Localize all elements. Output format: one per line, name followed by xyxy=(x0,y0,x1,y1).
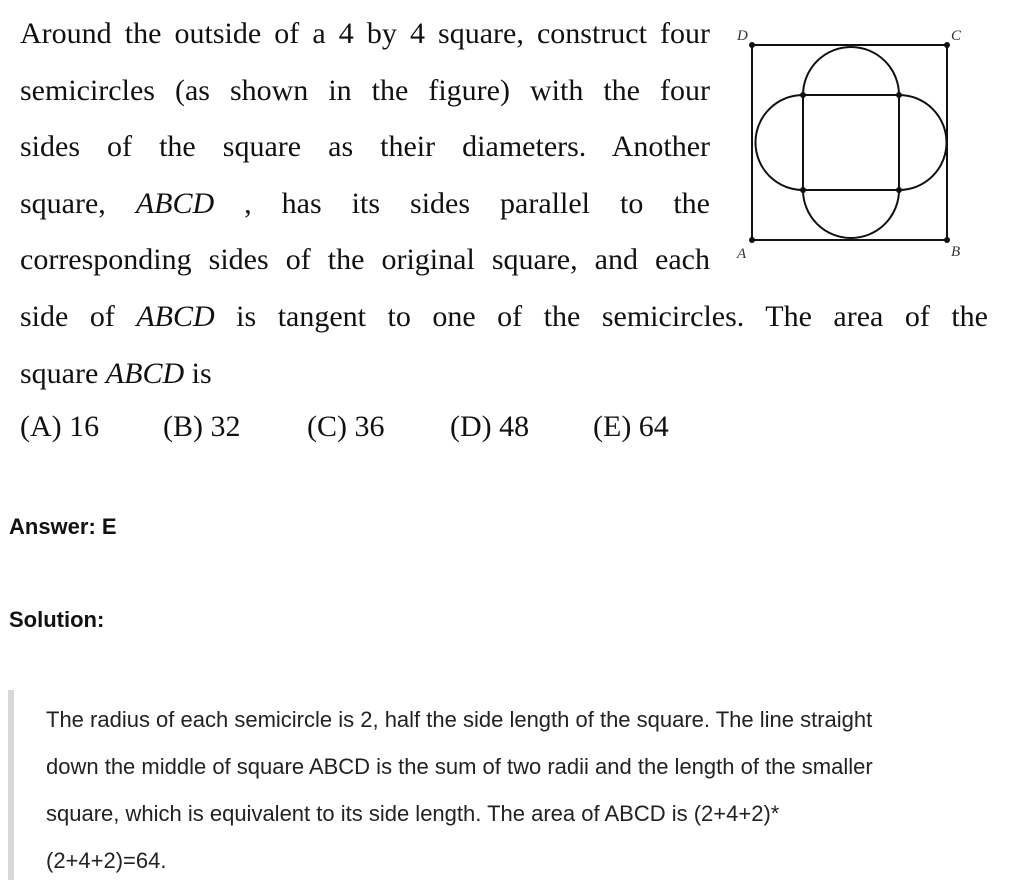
problem-line: square, ABCD , has its sides parallel to the xyxy=(20,186,710,220)
choice-d: (D) 48 xyxy=(450,410,530,443)
top-semicircle xyxy=(803,47,899,95)
label-d: D xyxy=(737,28,748,44)
problem-line: side of ABCD is tangent to one of the semicircles. The area of the xyxy=(20,299,988,333)
choice-a: (A) 16 xyxy=(20,410,100,443)
solution-text xyxy=(46,696,991,884)
inner-vertex-dot xyxy=(896,187,902,193)
math-abcd: ABCD xyxy=(135,186,215,220)
solution-heading: Solution: xyxy=(9,607,105,632)
outer-square-abcd xyxy=(752,45,947,240)
solution-line: (2+4+2)=64. xyxy=(46,848,167,873)
problem-line: corresponding sides of the original square, and each xyxy=(20,243,710,277)
inner-square xyxy=(803,95,899,190)
problem-line: square ABCD is xyxy=(20,356,212,390)
vertex-a-dot xyxy=(749,237,755,243)
choice-c: (C) 36 xyxy=(307,410,385,443)
solution-line: square, which is equivalent to its side length. The area of ABCD is (2+4+2)* xyxy=(46,801,780,826)
vertex-b-dot xyxy=(944,237,950,243)
geometry-figure xyxy=(732,20,972,270)
solution-line: The radius of each semicircle is 2, half the side length of the square. The line straight xyxy=(46,707,873,732)
answer-line: Answer: E xyxy=(9,514,117,539)
problem-line: sides of the square as their diameters. Another xyxy=(20,130,710,164)
inner-vertex-dot xyxy=(896,92,902,98)
left-semicircle xyxy=(756,95,804,190)
bottom-semicircle xyxy=(803,190,899,238)
solution-blockquote xyxy=(8,690,1004,880)
problem-line: semicircles (as shown in the figure) with the four xyxy=(20,73,710,107)
inner-vertex-dot xyxy=(800,187,806,193)
label-b: B xyxy=(951,244,961,260)
right-semicircle xyxy=(899,95,947,190)
solution-line: down the middle of square ABCD is the sum of two radii and the length of the smaller xyxy=(46,754,873,779)
choice-b: (B) 32 xyxy=(163,410,241,443)
vertex-c-dot xyxy=(944,42,950,48)
problem-line: Around the outside of a 4 by 4 square, construct four xyxy=(20,17,710,50)
figure-svg xyxy=(732,20,972,270)
choice-e: (E) 64 xyxy=(593,410,669,443)
label-a: A xyxy=(737,246,747,262)
math-abcd: ABCD xyxy=(105,356,185,390)
label-c: C xyxy=(951,28,962,44)
vertex-d-dot xyxy=(749,42,755,48)
math-abcd: ABCD xyxy=(136,299,215,333)
inner-vertex-dot xyxy=(800,92,806,98)
